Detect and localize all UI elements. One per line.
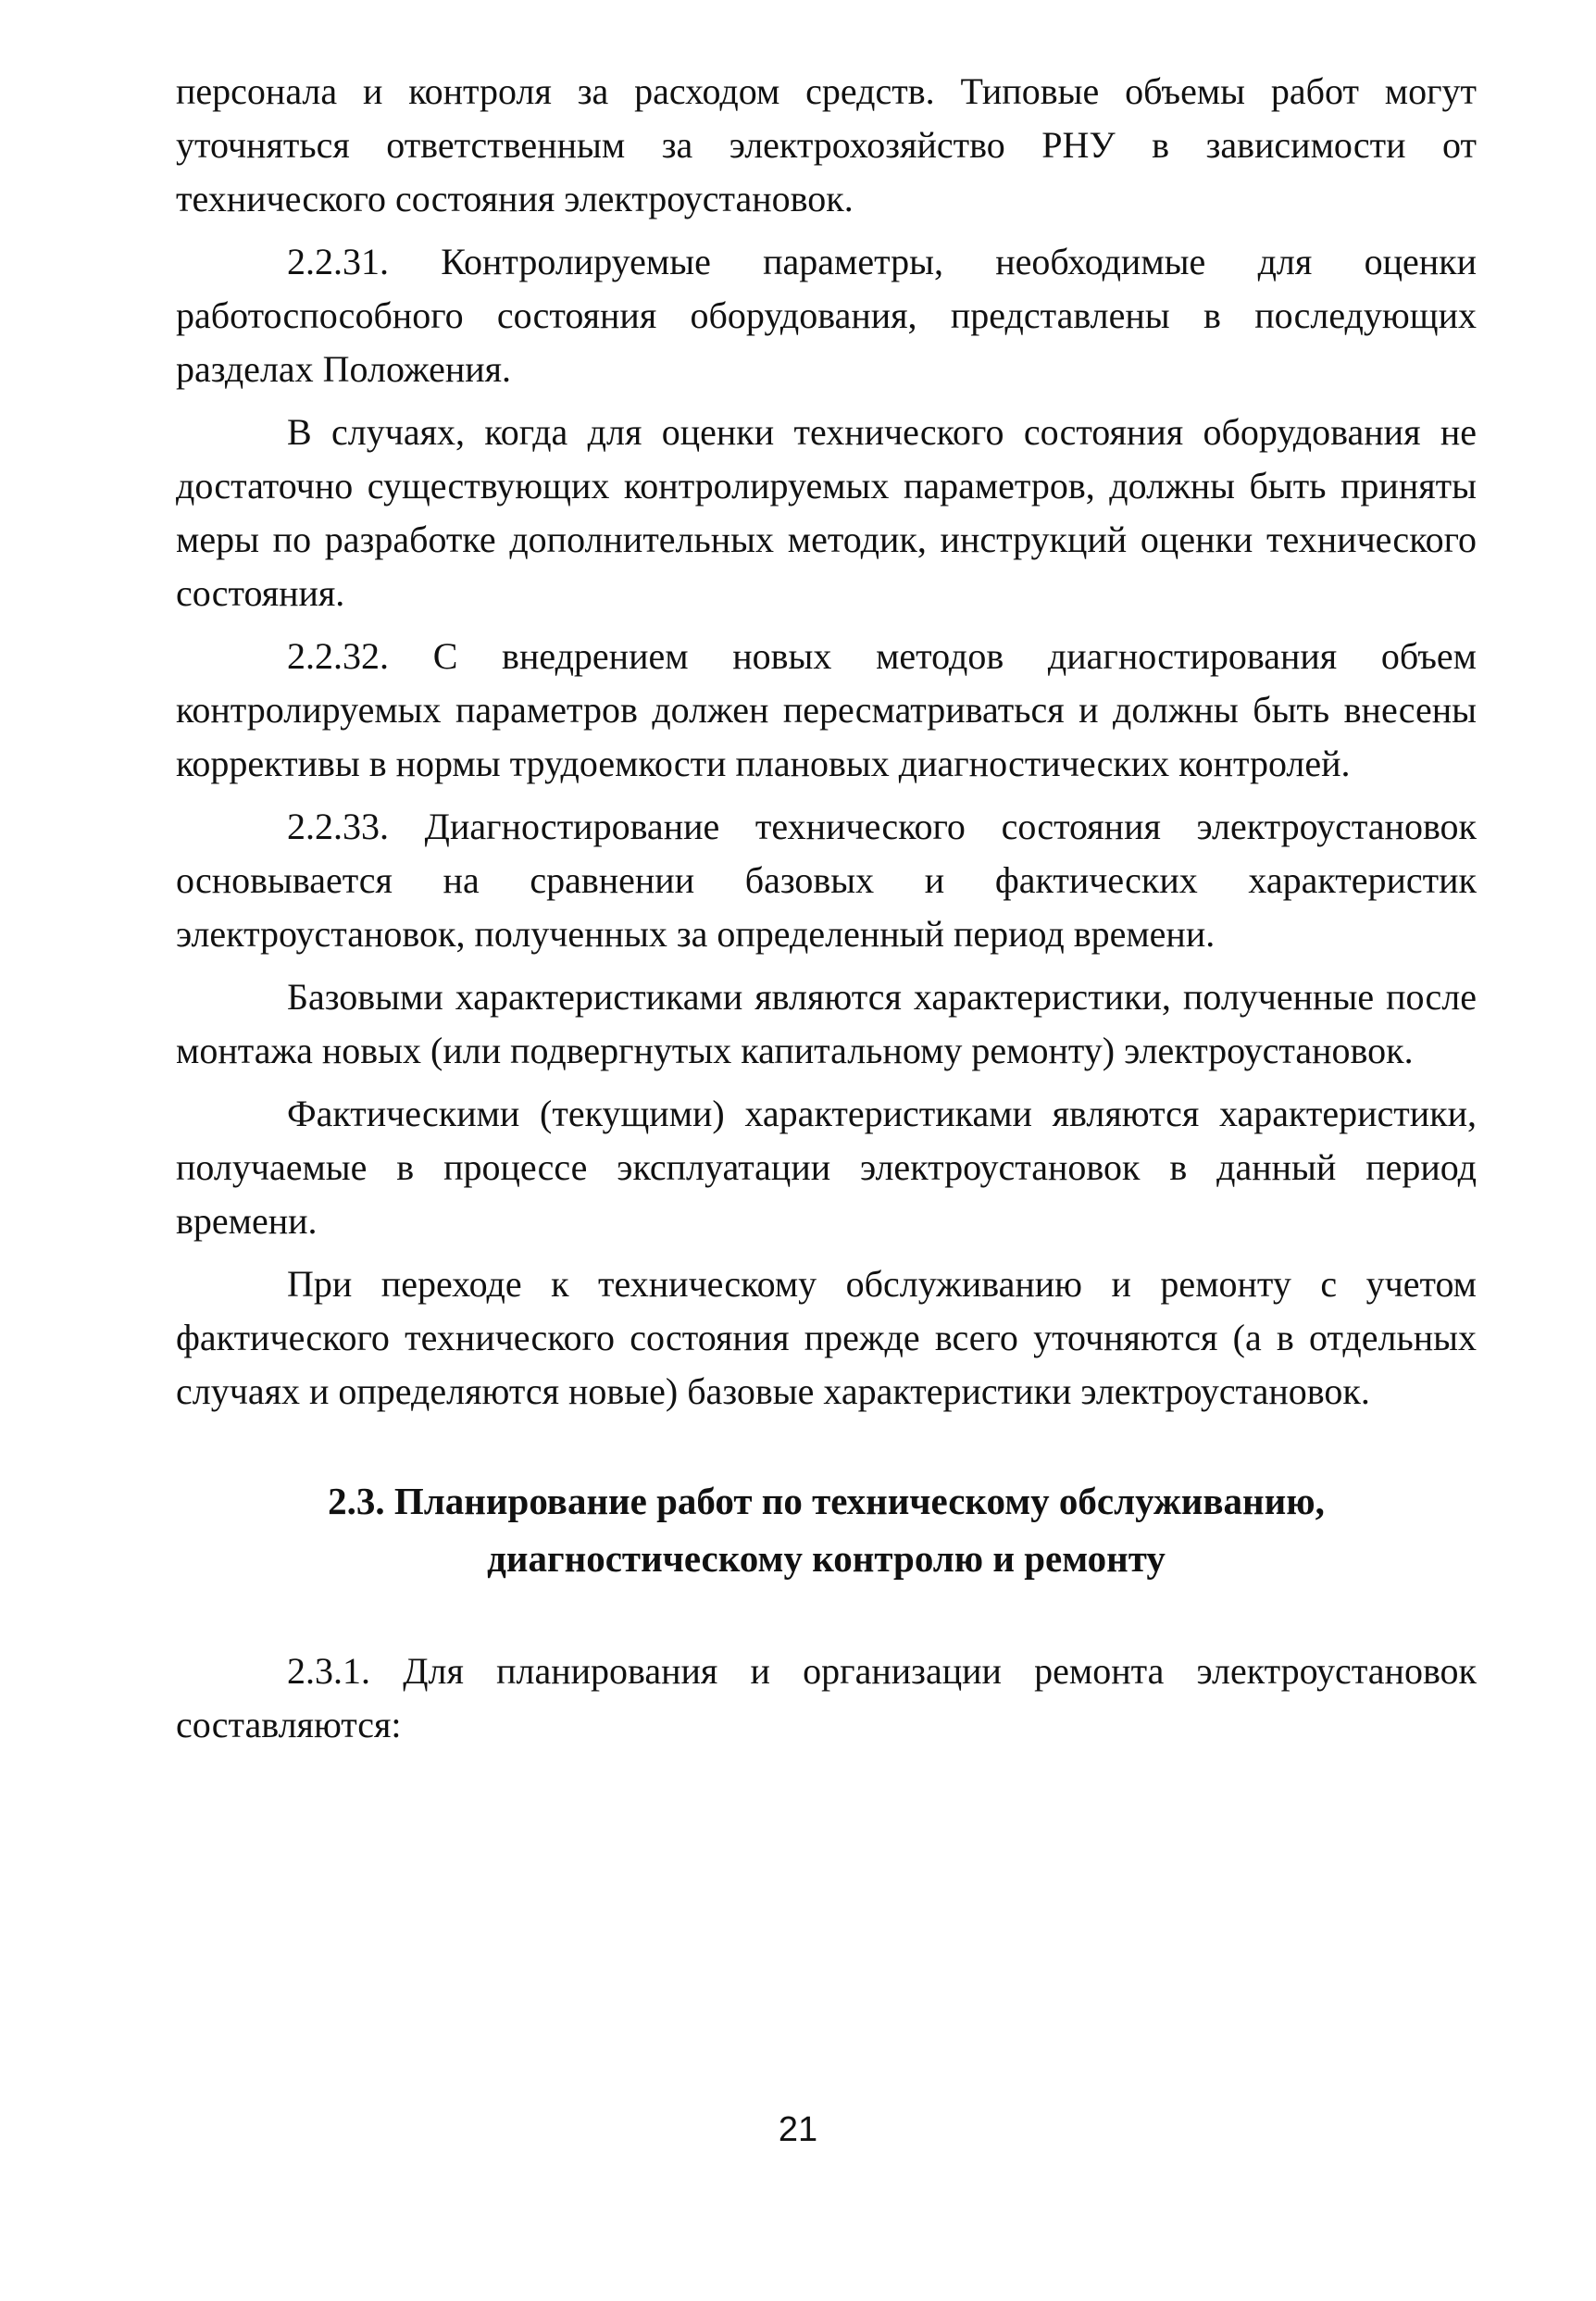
page-number: 21 [778,2110,818,2149]
paragraph-cases: В случаях, когда для оценки технического состояния оборудования не достаточно существующих контролируемых параметров, должны быть приняты меры по разработке дополнительных методик, инструкций оценки технического состояния. [176,411,1477,614]
paragraph-2-2-33: 2.2.33. Диагностирование технического состояния электроустановок основывается на сравнении базовых и фактических характеристик электроустановок, полученных за определенный период времени. [176,806,1477,955]
paragraph-transition: При переходе к техническому обслуживанию и ремонту с учетом фактического технического состояния прежде всего уточняются (а в отдельных случаях и определяются новые) базовые характеристики электроустановок. [176,1263,1477,1412]
paragraph-actual-characteristics: Фактическими (текущими) характеристиками являются характеристики, получаемые в процессе эксплуатации электроустановок в данный период времени. [176,1093,1477,1242]
section-title-line-2: диагностическому контролю и ремонту [487,1537,1166,1580]
paragraph-base-characteristics: Базовыми характеристиками являются характеристики, полученные после монтажа новых (или подвергнутых капитальному ремонту) электроустановок. [176,976,1477,1071]
section-title [176,1472,1477,1587]
section-title-line-1: 2.3. Планирование работ по техническому обслуживанию, [328,1480,1325,1522]
paragraph-2-3-1: 2.3.1. Для планирования и организации ремонта электроустановок составляются: [176,1650,1477,1745]
paragraph-2-2-31: 2.2.31. Контролируемые параметры, необходимые для оценки работоспособного состояния оборудования, представлены в последующих разделах Положения. [176,241,1477,390]
paragraph-2-2-32: 2.2.32. С внедрением новых методов диагностирования объем контролируемых параметров должен пересматриваться и должны быть внесены коррективы в нормы трудоемкости плановых диагностических контролей. [176,635,1477,784]
document-page [176,65,1477,1752]
paragraph-continuation: персонала и контроля за расходом средств. Типовые объемы работ могут уточняться ответственным за электрохозяйство РНУ в зависимости от технического состояния электроустановок. [176,70,1477,219]
